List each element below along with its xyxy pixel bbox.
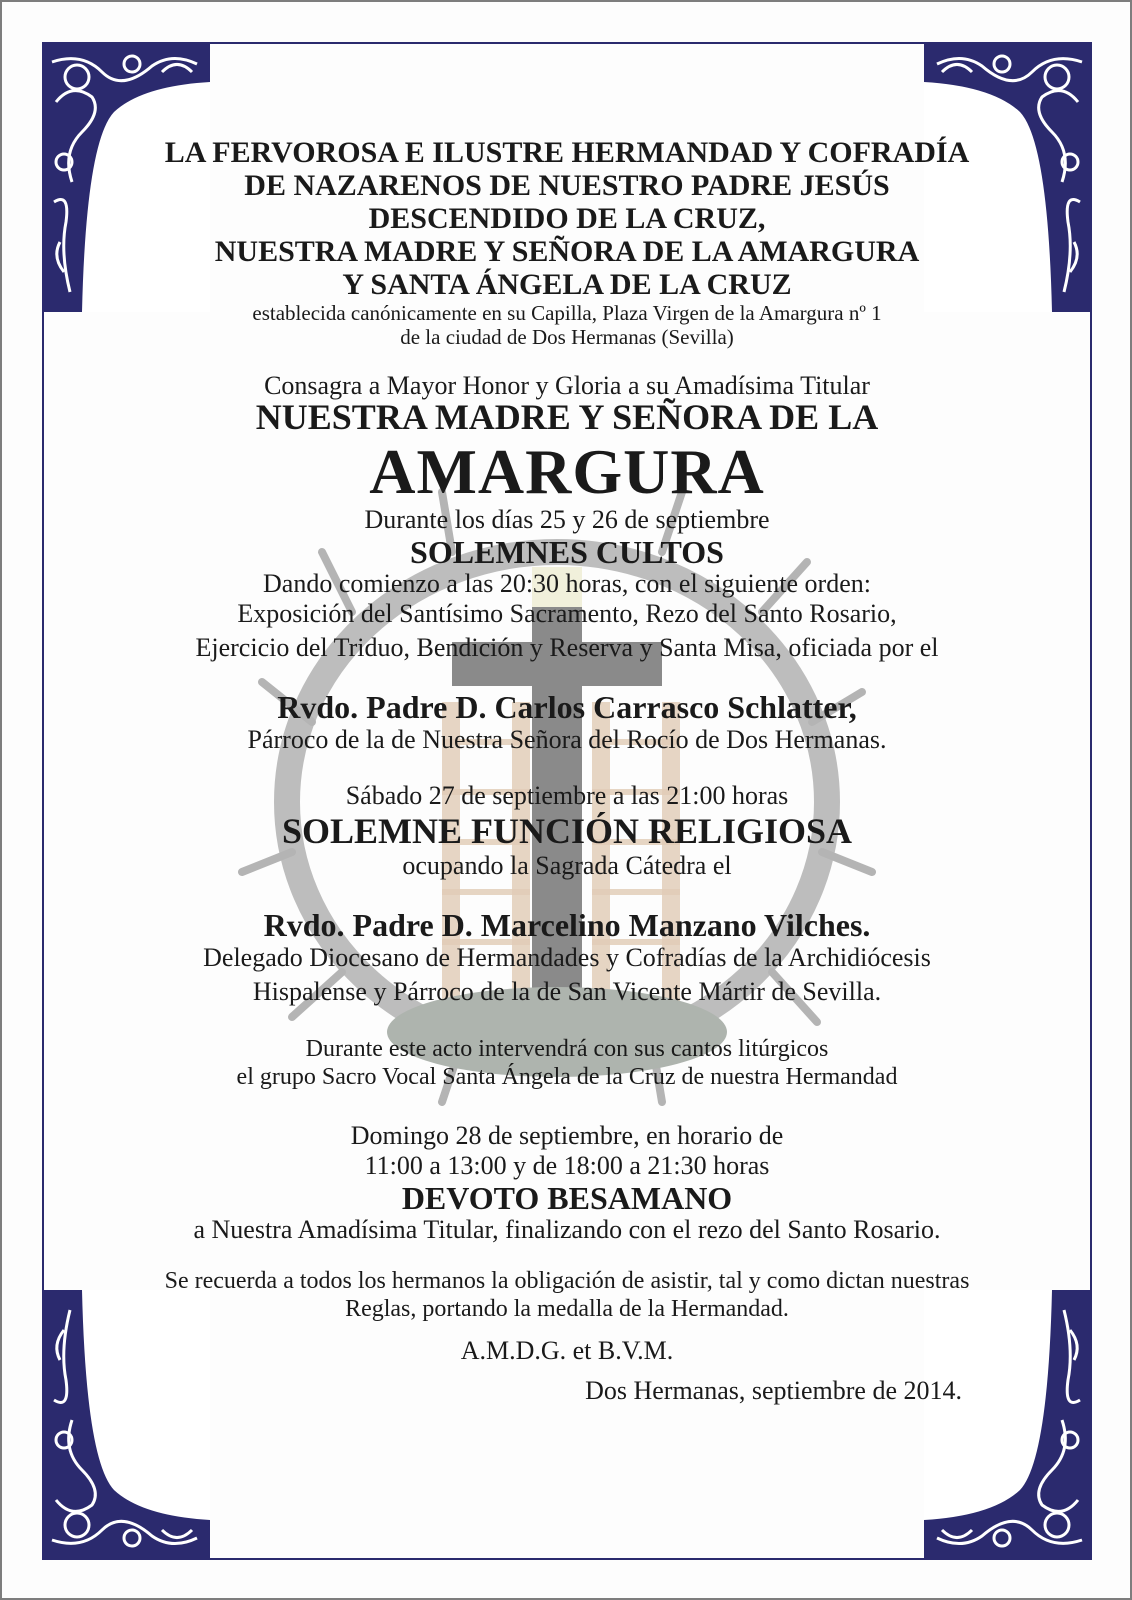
brotherhood-name-line: LA FERVOROSA E ILUSTRE HERMANDAD Y COFRADÍA [164,136,970,169]
brotherhood-name-line: DESCENDIDO DE LA CRUZ, [368,202,766,235]
document-body [102,130,1032,1407]
cultos-text: Exposición del Santísimo Sacramento, Rezo del Santo Rosario, [237,599,897,628]
funcion-title: SOLEMNE FUNCIÓN RELIGIOSA [281,811,853,851]
funcion-date: Sábado 27 de septiembre a las 21:00 horas [345,781,789,810]
priest-role: Hispalense y Párroco de la de San Vicente Mártir de Sevilla. [252,977,882,1006]
choir-text: el grupo Sacro Vocal Santa Ángela de la Cruz de nuestra Hermandad [236,1064,898,1090]
choir-text: Durante este acto intervendrá con sus cantos litúrgicos [305,1036,829,1062]
funcion-text: ocupando la Sagrada Cátedra el [402,851,732,880]
establishment-text: de la ciudad de Dos Hermanas (Sevilla) [400,325,734,349]
cultos-title: SOLEMNES CULTOS [410,534,724,570]
brotherhood-name-line: Y SANTA ÁNGELA DE LA CRUZ [342,268,792,301]
cultos-text: Dando comienzo a las 20:30 horas, con el siguiente orden: [263,569,871,598]
titular-name: AMARGURA [369,436,765,507]
besamano-title: DEVOTO BESAMANO [401,1180,733,1216]
cultos-dates: Durante los días 25 y 26 de septiembre [364,505,770,534]
besamano-date: Domingo 28 de septiembre, en horario de [350,1121,784,1150]
cultos-text: Ejercicio del Triduo, Bendición y Reserva y Santa Misa, oficiada por el [195,633,939,662]
establishment-text: establecida canónicamente en su Capilla, Plaza Virgen de la Amargura nº 1 [252,301,882,325]
consagra-intro: Consagra a Mayor Honor y Gloria a su Amadísima Titular [264,371,870,400]
brotherhood-name-line: NUESTRA MADRE Y SEÑORA DE LA AMARGURA [214,235,920,268]
priest-name: Rvdo. Padre D. Marcelino Manzano Vilches. [263,907,871,943]
motto: A.M.D.G. et B.V.M. [460,1336,674,1365]
place-date: Dos Hermanas, septiembre de 2014. [585,1376,962,1405]
priest-role: Delegado Diocesano de Hermandades y Cofradías de la Archidiócesis [203,943,931,972]
priest-role: Párroco de la de Nuestra Señora del Rocío de Dos Hermanas. [247,725,887,754]
brotherhood-name-line: DE NAZARENOS DE NUESTRO PADRE JESÚS [244,169,890,202]
titular-title: NUESTRA MADRE Y SEÑORA DE LA [255,397,879,437]
reminder-note: Se recuerda a todos los hermanos la obligación de asistir, tal y como dictan nuestras [164,1268,970,1294]
besamano-date: 11:00 a 13:00 y de 18:00 a 21:30 horas [364,1151,770,1180]
reminder-note: Reglas, portando la medalla de la Hermandad. [345,1296,789,1322]
besamano-text: a Nuestra Amadísima Titular, finalizando con el rezo del Santo Rosario. [193,1215,941,1244]
priest-name: Rvdo. Padre D. Carlos Carrasco Schlatter, [277,689,857,725]
